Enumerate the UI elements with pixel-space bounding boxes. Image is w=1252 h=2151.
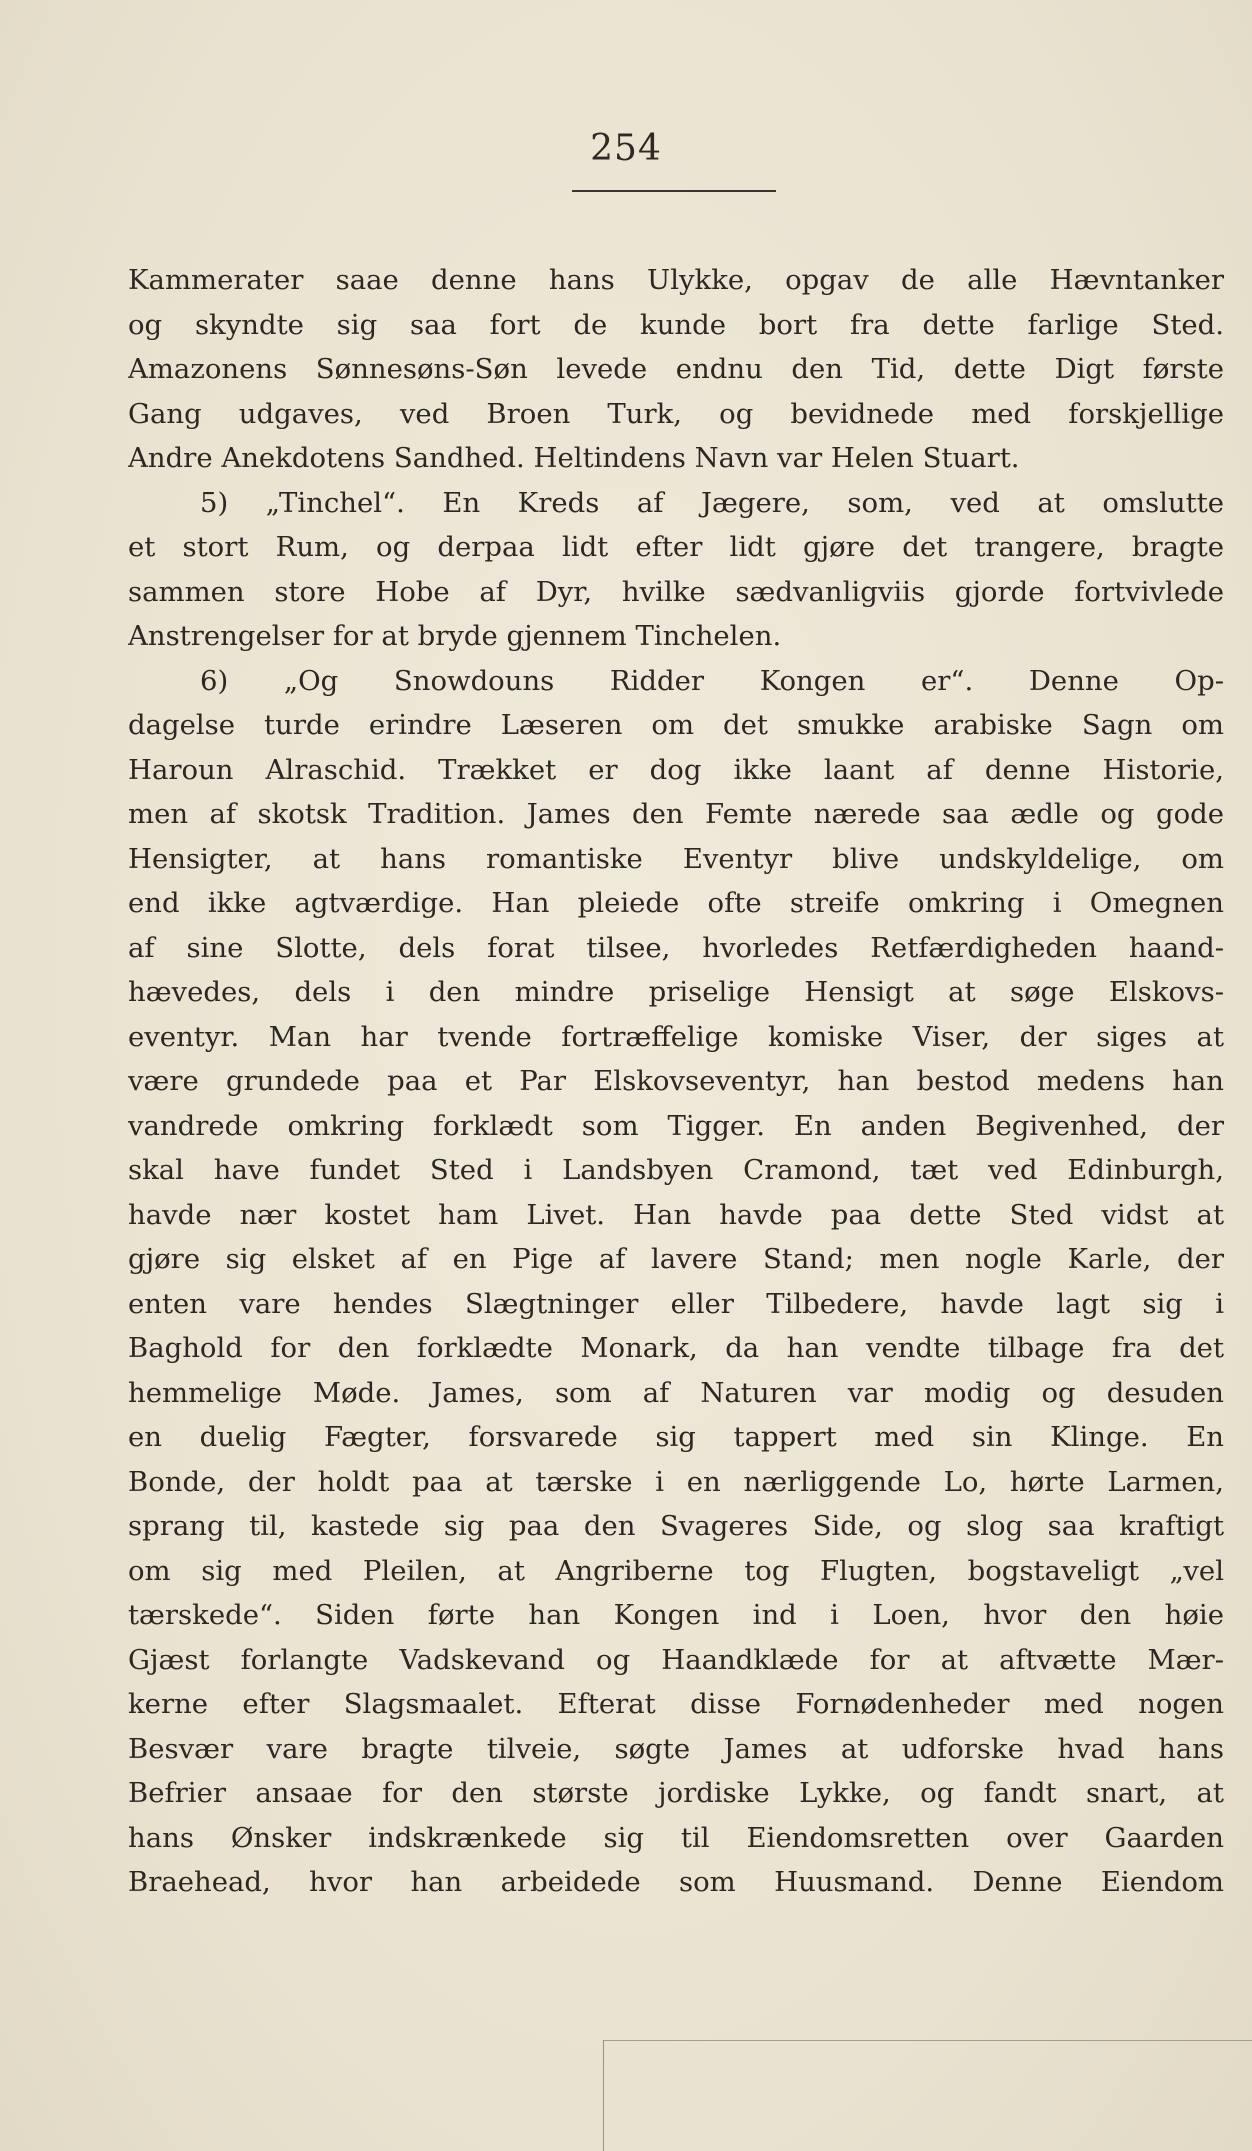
text-line: Gjæst forlangte Vadskevand og Haandklæde for at aftvætte Mær- [128, 1643, 1224, 1676]
text-line: gjøre sig elsket af en Pige af lavere Stand; men nogle Karle, der [128, 1243, 1224, 1275]
text-line: Amazonens Sønnesøns-Søn levede endnu den Tid, dette Digt første [128, 353, 1224, 385]
text-line: dagelse turde erindre Læseren om det smukke arabiske Sagn om [128, 709, 1224, 741]
page-edge-line [603, 2040, 1252, 2041]
text-line: kerne efter Slagsmaalet. Efterat disse Fornødenheder med nogen [128, 1688, 1224, 1720]
text-line: Andre Anekdotens Sandhed. Heltindens Navn var Helen Stuart. [128, 442, 1020, 474]
text-line: være grundede paa et Par Elskovseventyr, han bestod medens han [128, 1065, 1224, 1097]
text-line: havde nær kostet ham Livet. Han havde paa dette Sted vidst at [128, 1198, 1224, 1231]
text-line: end ikke agtværdige. Han pleiede ofte streife omkring i Omegnen [128, 887, 1224, 919]
text-line: Anstrengelser for at bryde gjennem Tinchelen. [128, 620, 782, 652]
text-line: af sine Slotte, dels forat tilsee, hvorledes Retfærdigheden haand- [128, 931, 1224, 964]
page-number: 254 [590, 128, 662, 169]
text-line: hemmelige Møde. James, som af Naturen var modig og desuden [128, 1376, 1224, 1409]
text-line: og skyndte sig saa fort de kunde bort fra dette farlige Sted. [128, 308, 1224, 341]
text-line: men af skotsk Tradition. James den Femte nærede saa ædle og gode [128, 798, 1224, 830]
note-5-start: 5) „Tinchel“. En Kreds af Jægere, som, ved at omslutte [200, 486, 1224, 519]
text-line: Bonde, der holdt paa at tærske i en nærliggende Lo, hørte Larmen, [128, 1465, 1224, 1498]
text-line: en duelig Fægter, forsvarede sig tappert med sin Klinge. En [128, 1421, 1224, 1453]
note-6-start: 6) „Og Snowdouns Ridder Kongen er“. Denne Op- [200, 664, 1224, 697]
text-line: Baghold for den forklædte Monark, da han vendte tilbage fra det [128, 1332, 1224, 1364]
header-rule [572, 190, 776, 192]
text-line: sprang til, kastede sig paa den Svageres Side, og slog saa kraftigt [128, 1510, 1224, 1542]
page-edge-line [603, 2040, 604, 2151]
text-line: eventyr. Man har tvende fortræffelige komiske Viser, der siges at [128, 1020, 1224, 1053]
text-line: Befrier ansaae for den største jordiske Lykke, og fandt snart, at [128, 1777, 1224, 1809]
text-line: om sig med Pleilen, at Angriberne tog Flugten, bogstaveligt „vel [128, 1554, 1224, 1587]
text-line: Besvær vare bragte tilveie, søgte James at udforske hvad hans [128, 1732, 1224, 1765]
text-line: enten vare hendes Slægtninger eller Tilbedere, havde lagt sig i [128, 1287, 1224, 1320]
text-line: Kammerater saae denne hans Ulykke, opgav de alle Hævntanker [128, 264, 1224, 296]
text-line: tærskede“. Siden førte han Kongen ind i Loen, hvor den høie [128, 1599, 1224, 1631]
body-text [128, 258, 1224, 1905]
text-line: Hensigter, at hans romantiske Eventyr blive undskyldelige, om [128, 842, 1224, 875]
text-line: skal have fundet Sted i Landsbyen Cramond, tæt ved Edinburgh, [128, 1154, 1224, 1186]
text-line: vandrede omkring forklædt som Tigger. En anden Begivenhed, der [128, 1109, 1224, 1142]
text-line: Gang udgaves, ved Broen Turk, og bevidnede med forskjellige [128, 397, 1224, 430]
text-line: hans Ønsker indskrænkede sig til Eiendomsretten over Gaarden [128, 1821, 1224, 1854]
text-line: Braehead, hvor han arbeidede som Huusmand. Denne Eiendom [128, 1866, 1224, 1898]
text-line: Haroun Alraschid. Trækket er dog ikke laant af denne Historie, [128, 753, 1224, 786]
text-line: sammen store Hobe af Dyr, hvilke sædvanligviis gjorde fortvivlede [128, 575, 1224, 608]
text-line: et stort Rum, og derpaa lidt efter lidt gjøre det trangere, bragte [128, 531, 1224, 563]
text-line: hævedes, dels i den mindre priselige Hensigt at søge Elskovs- [128, 976, 1224, 1008]
